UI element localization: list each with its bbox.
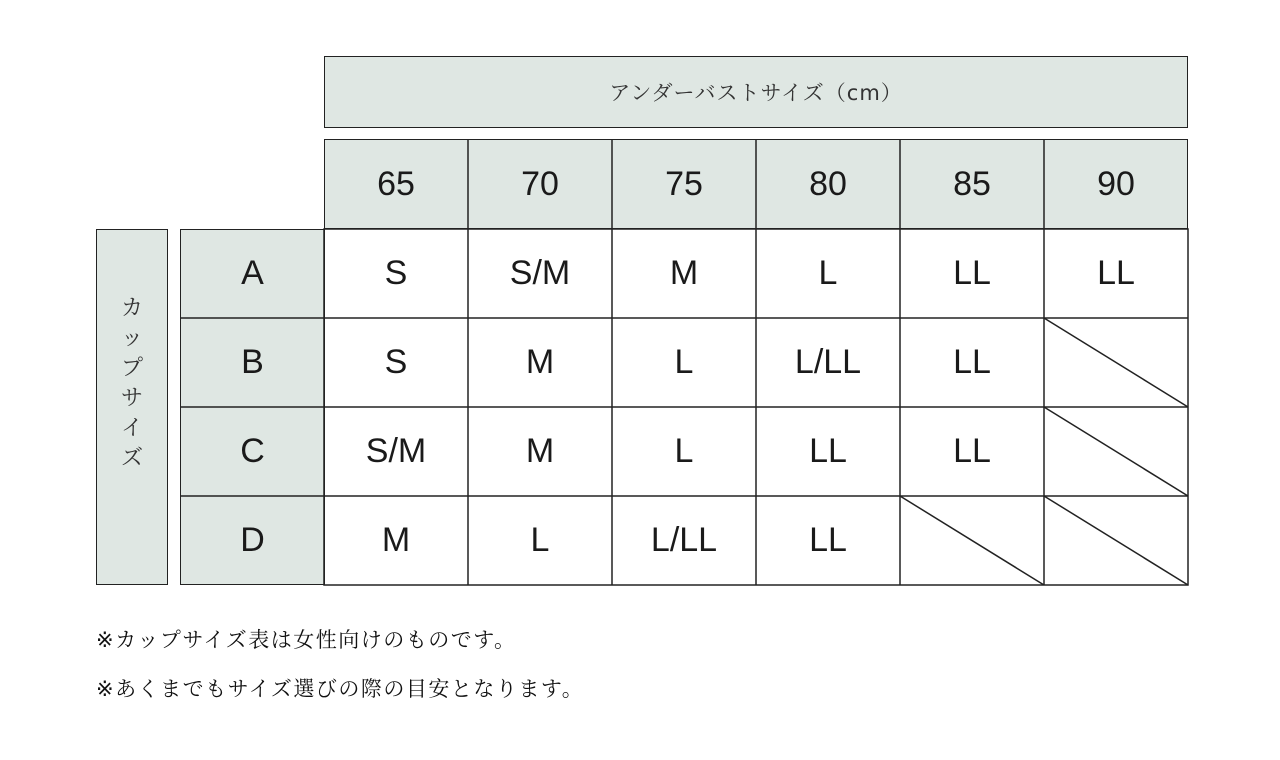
cup-label-d: D	[240, 521, 265, 559]
column-header-75: 75	[665, 164, 703, 203]
size-cell-b-80: L/LL	[794, 343, 862, 381]
size-cell-b-85: LL	[953, 343, 991, 381]
column-header-80: 80	[809, 164, 847, 203]
unavailable-diagonal-c-90	[1044, 407, 1188, 496]
note-guideline: ※あくまでもサイズ選びの際の目安となります。	[96, 677, 585, 701]
size-cell-a-75: M	[669, 254, 699, 292]
size-cell-b-75: L	[674, 343, 694, 381]
size-cell-c-65: S/M	[365, 432, 427, 470]
size-cell-b-70: M	[525, 343, 555, 381]
size-cell-c-85: LL	[953, 432, 991, 470]
size-cell-d-65: M	[381, 521, 411, 559]
unavailable-diagonal-d-90	[1044, 496, 1188, 585]
size-cell-a-65: S	[384, 254, 408, 292]
column-header-65: 65	[377, 164, 415, 203]
underbust-header-title: アンダーバストサイズ（cm）	[609, 81, 903, 105]
size-cell-b-65: S	[384, 343, 408, 381]
cup-size-side-label-text: カ ッ プ サ イ ズ	[120, 296, 143, 471]
size-cell-a-85: LL	[953, 254, 991, 292]
column-header-70: 70	[521, 164, 559, 203]
size-cell-d-70: L	[530, 521, 550, 559]
cup-label-c: C	[240, 432, 265, 470]
size-cell-c-70: M	[525, 432, 555, 470]
size-cell-c-80: LL	[809, 432, 847, 470]
size-cell-a-80: L	[818, 254, 838, 292]
unavailable-diagonal-d-85	[900, 496, 1044, 585]
unavailable-diagonal-b-90	[1044, 318, 1188, 407]
cup-label-b: B	[241, 343, 264, 381]
cup-label-a: A	[241, 254, 264, 292]
size-cell-a-90: LL	[1097, 254, 1135, 292]
note-women-sizes: ※カップサイズ表は女性向けのものです。	[96, 628, 517, 652]
column-header-85: 85	[953, 164, 991, 203]
size-cell-d-75: L/LL	[650, 521, 718, 559]
size-cell-d-80: LL	[809, 521, 847, 559]
column-header-90: 90	[1097, 164, 1135, 203]
size-cell-a-70: S/M	[509, 254, 571, 292]
size-cell-c-75: L	[674, 432, 694, 470]
